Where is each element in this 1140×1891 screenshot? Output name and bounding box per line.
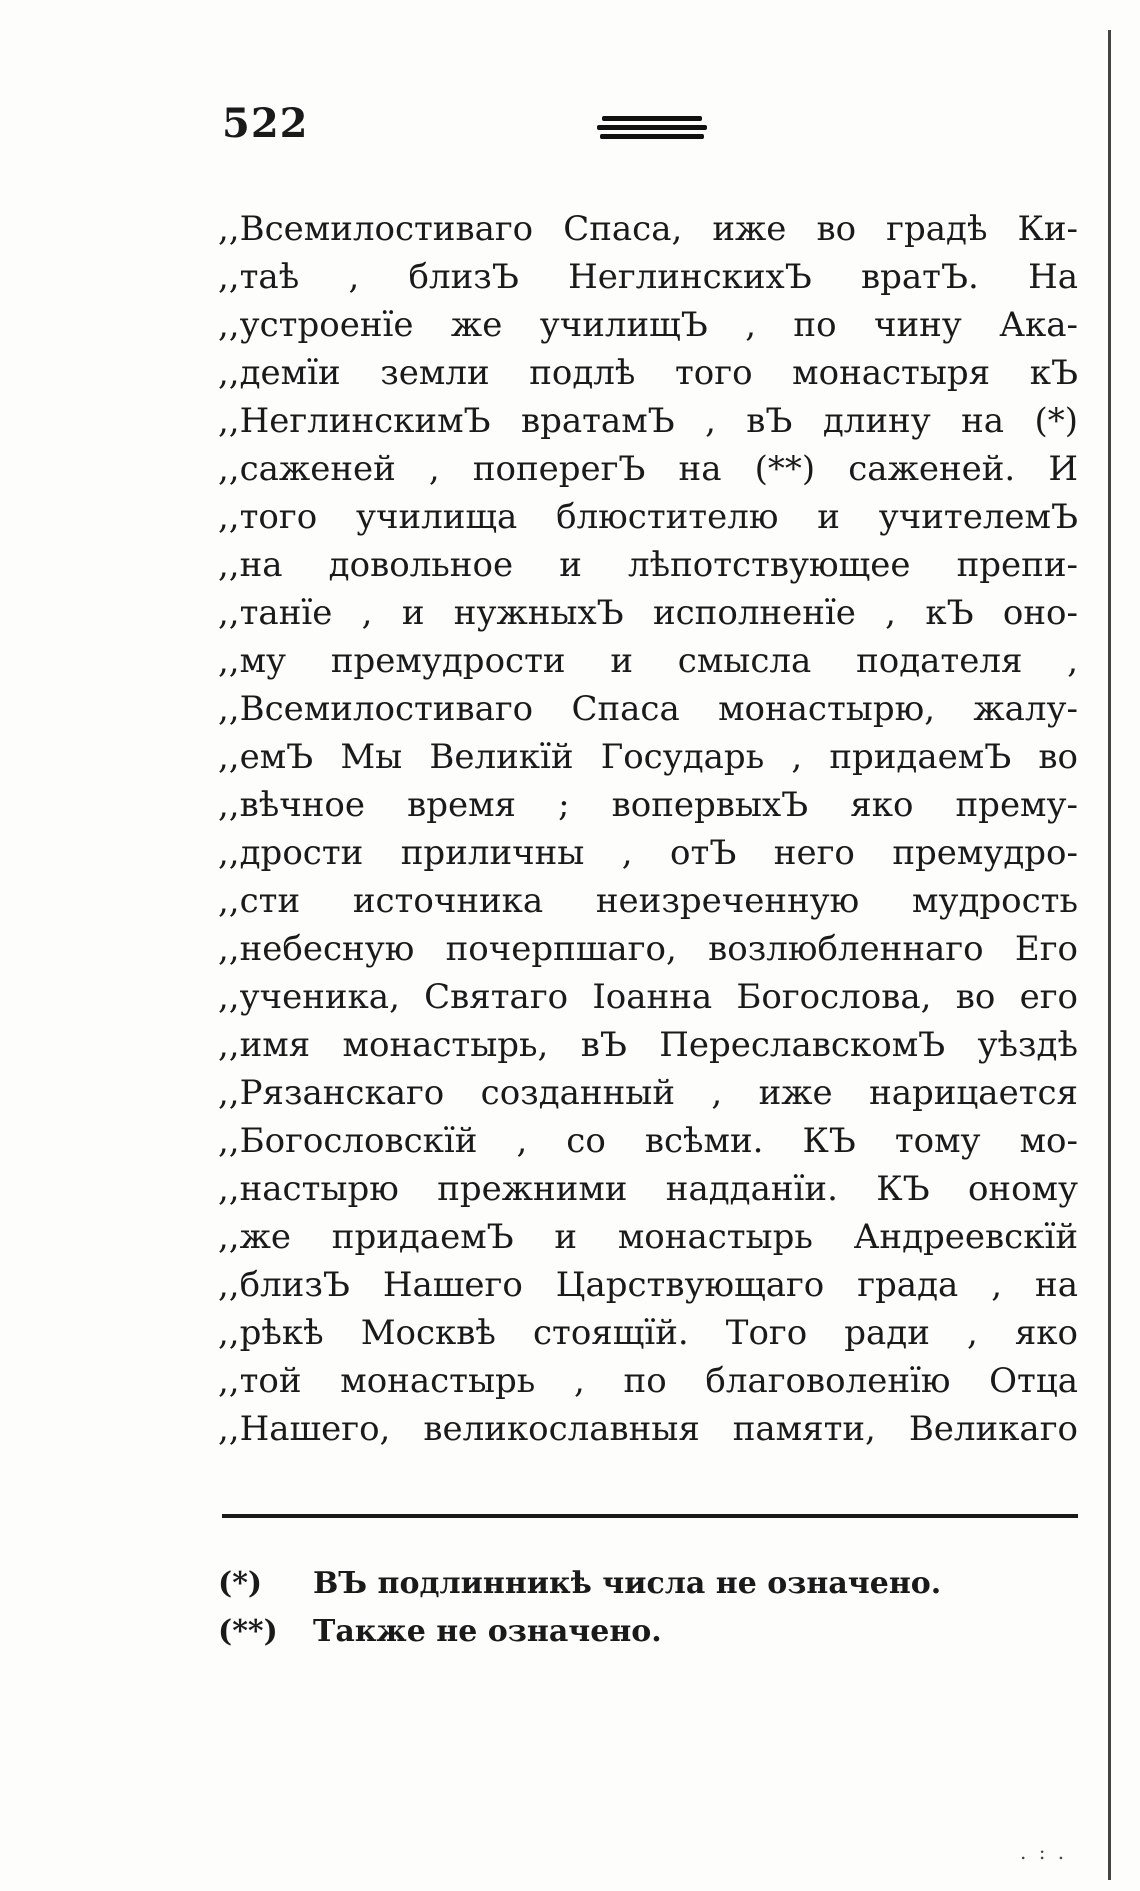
page-header — [222, 100, 1082, 160]
text-line: ,,вѣчное время ; вопервыхЪ яко прему- — [218, 785, 1078, 825]
text-line: ,,близЪ Нашего Царствующаго града , на — [218, 1265, 1078, 1305]
text-line: ,,того училища блюстителю и учителемЪ — [218, 497, 1078, 537]
text-line: ,,сти источника неизреченную мудрость — [218, 881, 1078, 921]
text-line: ,,же придаемЪ и монастырь Андреевскїй — [218, 1217, 1078, 1257]
page-number: 522 — [222, 100, 309, 147]
text-line: ,,Богословскїй , со всѣми. КЪ тому мо- — [218, 1121, 1078, 1161]
body-text — [218, 205, 1078, 1453]
text-line: ,,Всемилостиваго Спаса монастырю, жалу- — [218, 689, 1078, 729]
text-line: ,,устроенїе же училищЪ , по чину Ака- — [218, 305, 1078, 345]
text-line: ,,му премудрости и смысла подателя , — [218, 641, 1078, 681]
text-line: ,,Всемилостиваго Спаса, иже во градѣ Ки- — [218, 209, 1078, 249]
footnote-1 — [218, 1560, 1078, 1608]
text-line: ,,емЪ Мы Великїй Государь , придаемЪ во — [218, 737, 1078, 777]
text-line: ,,дрости приличны , отЪ него премудро- — [218, 833, 1078, 873]
footnote-divider — [222, 1514, 1078, 1518]
text-line: ,,имя монастырь, вЪ ПереславскомЪ уѣздѣ — [218, 1025, 1078, 1065]
footnote-mark: (**) — [218, 1614, 278, 1649]
text-line: ,,саженей , поперегЪ на (**) саженей. И — [218, 449, 1078, 489]
text-line: ,,НеглинскимЪ вратамЪ , вЪ длину на (*) — [218, 401, 1078, 441]
text-line: ,,ученика, Святаго Iоанна Богослова, во его — [218, 977, 1078, 1017]
page-edge-line — [1108, 30, 1111, 1880]
text-line: ,,Рязанскаго созданный , иже нарицается — [218, 1073, 1078, 1113]
text-line: ,,той монастырь , по благоволенїю Отца — [218, 1361, 1078, 1401]
text-line: ,,танїе , и нужныхЪ исполненїе , кЪ оно- — [218, 593, 1078, 633]
text-line: ,,небесную почерпшаго, возлюбленнаго Его — [218, 929, 1078, 969]
text-line: ,,таѣ , близЪ НеглинскихЪ вратЪ. На — [218, 257, 1078, 297]
text-line: ,,на довольное и лѣпотствующее препи- — [218, 545, 1078, 585]
footnote-text: Также не означено. — [313, 1614, 662, 1649]
footnote-mark: (*) — [218, 1566, 263, 1601]
text-line: ,,Нашего, великославныя памяти, Великаго — [218, 1409, 1078, 1449]
text-line: ,,рѣкѣ Москвѣ стоящїй. Того ради , яко — [218, 1313, 1078, 1353]
text-line: ,,демїи земли подлѣ того монастыря кЪ — [218, 353, 1078, 393]
header-ornament — [597, 116, 707, 142]
text-line: ,,настырю прежними надданїи. КЪ оному — [218, 1169, 1078, 1209]
footnote-2 — [218, 1608, 1078, 1656]
footnote-text: ВЪ подлинникѣ числа не означено. — [313, 1566, 942, 1601]
corner-mark: . : . — [1020, 1840, 1068, 1864]
footnotes — [218, 1560, 1078, 1656]
